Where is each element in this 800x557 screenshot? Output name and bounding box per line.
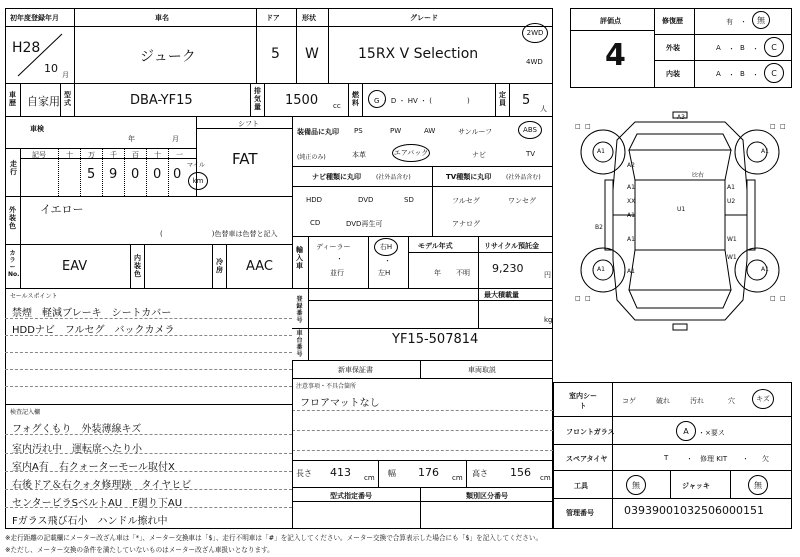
exterior-label: 外装色 bbox=[9, 206, 16, 230]
manual: 車両取説 bbox=[468, 366, 496, 374]
chassis-label: 車台番号 bbox=[296, 330, 303, 358]
equip-pw: PW bbox=[390, 127, 402, 135]
navi-dvd: DVD bbox=[358, 196, 374, 204]
shift-label: シフト bbox=[238, 120, 259, 128]
exterior-note: ( )色替車は色替と記入 bbox=[160, 230, 278, 238]
equip-abs-circle: ABS bbox=[518, 121, 542, 139]
inspector-line-5: センタービラSベルトAU F廻り下AU bbox=[12, 498, 183, 509]
mileage-digit-2: 0 bbox=[131, 167, 140, 182]
height-label: 高さ bbox=[472, 469, 488, 478]
equip-ps: PS bbox=[354, 127, 363, 135]
spare-kit: 修理 KIT bbox=[700, 455, 728, 463]
door-label: ドア bbox=[266, 14, 280, 22]
navi-note: (社外品含む) bbox=[376, 174, 411, 181]
equip-aw: AW bbox=[424, 127, 436, 135]
capacity-unit: 人 bbox=[540, 105, 547, 113]
dmg-mark-xx: XX bbox=[627, 198, 636, 205]
spare-label: スペアタイヤ bbox=[566, 455, 608, 463]
windshield-rest: ・×要ス bbox=[698, 429, 725, 437]
drive-4wd: 4WD bbox=[526, 58, 543, 66]
dmg-mark-a3: A3 bbox=[677, 114, 685, 121]
equip-navi: ナビ bbox=[472, 151, 486, 159]
tv-header: TV種類に丸印 bbox=[446, 173, 492, 181]
footer-line-2: ※ただし、メーター交換の条件を満たしていないものはメーター改ざん車扱いとなります。 bbox=[5, 546, 274, 554]
mileage-label: 走行 bbox=[10, 160, 17, 176]
ext-grade-b: B bbox=[740, 44, 745, 52]
recycle-value: 9,230 bbox=[492, 262, 524, 275]
dmg-mark-a1-r1: A1 bbox=[727, 184, 735, 191]
length-value: 413 bbox=[330, 466, 351, 479]
import-dealer: ディーラー bbox=[316, 243, 351, 251]
svg-text:□: □ bbox=[780, 123, 786, 130]
inspector-line-6: Fガラス飛び石小 ハンドル擦れ中 bbox=[12, 516, 168, 527]
dmg-mark-a1-fr: A1 bbox=[761, 148, 769, 155]
car-name-label: 車名 bbox=[155, 14, 169, 22]
navi-sd: SD bbox=[404, 196, 414, 204]
mileage-digit-3: 0 bbox=[153, 167, 162, 182]
steering-right-circle: 右H bbox=[374, 238, 398, 256]
svg-text:□: □ bbox=[780, 295, 786, 302]
length-unit: cm bbox=[364, 474, 375, 482]
mileage-unit-km-circle: km bbox=[188, 172, 208, 190]
model-year-unknown: 不明 bbox=[456, 269, 470, 277]
dmg-mark-a1-fl: A1 bbox=[597, 148, 605, 155]
mileage-header-2: 万 bbox=[88, 151, 95, 159]
tv-fullseg: フルセグ bbox=[452, 197, 480, 205]
width-unit: cm bbox=[452, 474, 463, 482]
inspector-line-4: 右後ドア＆右クォタ修理跡 タイヤヒビ bbox=[12, 480, 192, 491]
exterior-grade-label: 外装 bbox=[666, 44, 680, 52]
int-grade-a: A bbox=[716, 70, 721, 78]
inspection-month-unit: 月 bbox=[172, 135, 179, 143]
mileage-digit-0: 5 bbox=[87, 167, 96, 182]
spare-sep1: ・ bbox=[686, 455, 693, 463]
grade-label: グレード bbox=[410, 14, 438, 22]
navi-dvd-play: DVD再生可 bbox=[346, 220, 383, 228]
displacement-label: 排気量 bbox=[254, 87, 261, 111]
repair-no-circle: 無 bbox=[752, 11, 770, 29]
tv-oneseg: ワンセグ bbox=[508, 197, 536, 205]
aircon-label: 冷房 bbox=[216, 258, 223, 274]
dmg-mark-u2: U2 bbox=[727, 198, 736, 205]
mileage-header-3: 千 bbox=[110, 151, 117, 159]
inspector-label: 検査記入欄 bbox=[10, 409, 41, 416]
cc-unit: cc bbox=[333, 102, 341, 110]
sales-point-label: セールスポイント bbox=[10, 293, 58, 300]
equip-label: 装備品に丸印 bbox=[297, 128, 339, 136]
score-value: 4 bbox=[605, 38, 626, 73]
svg-text:□: □ bbox=[585, 123, 591, 130]
height-value: 156 bbox=[510, 466, 531, 479]
width-value: 176 bbox=[418, 466, 439, 479]
dmg-mark-a1-l2: A1 bbox=[627, 212, 635, 219]
dmg-mark-a2: A2 bbox=[627, 162, 635, 169]
inspector-line-3: 室内A有 右クォーターモール取付X bbox=[12, 462, 175, 473]
import-label: 輸入車 bbox=[296, 246, 303, 270]
model-value: DBA-YF15 bbox=[130, 93, 193, 108]
dmg-mark-a1-l3: A1 bbox=[627, 236, 635, 243]
windshield-a-circle: A bbox=[676, 421, 696, 441]
recycle-unit: 円 bbox=[544, 271, 551, 279]
tools-value-circle: 無 bbox=[626, 475, 646, 495]
equip-airbag-circle: エアバック bbox=[392, 144, 430, 162]
sales-line-1: 禁煙 軽減ブレーキ シートカバー bbox=[12, 308, 172, 319]
svg-text:□: □ bbox=[585, 295, 591, 302]
reg-label: 登録番号 bbox=[296, 296, 303, 324]
dmg-mark-w1-r: W1 bbox=[727, 236, 737, 243]
mgmt-value: 03939001032506000151 bbox=[624, 504, 764, 517]
color-no-label: カラーNo. bbox=[8, 250, 20, 278]
spare-t: T bbox=[664, 454, 669, 462]
inspector-line-1: フォグくもり 外装薄線キズ bbox=[12, 424, 142, 435]
interior-color-label: 内装色 bbox=[134, 254, 141, 278]
door-value: 5 bbox=[271, 46, 280, 62]
import-parallel: 並行 bbox=[330, 269, 344, 277]
inspection-label: 車検 bbox=[30, 125, 44, 133]
interior-grade-label: 内装 bbox=[666, 70, 680, 78]
model-label: 型式 bbox=[64, 91, 71, 107]
mileage-header-0: 記号 bbox=[32, 151, 46, 159]
fuel-label: 燃料 bbox=[352, 91, 359, 107]
seat-opt-hole: 穴 bbox=[728, 397, 735, 405]
score-label: 評価点 bbox=[600, 17, 621, 25]
month-unit: 月 bbox=[62, 71, 69, 79]
length-label: 長さ bbox=[296, 469, 312, 478]
windshield-label: フロントガラス bbox=[566, 428, 615, 436]
equip-leather: 本革 bbox=[352, 151, 366, 159]
mileage-digit-4: 0 bbox=[173, 167, 182, 182]
car-diagram bbox=[565, 110, 795, 332]
first-reg-month: 10 bbox=[44, 62, 58, 75]
repair-yes: 有 bbox=[726, 18, 733, 26]
drive-2wd-circle: 2WD bbox=[522, 23, 548, 43]
width-label: 幅 bbox=[388, 469, 396, 478]
dmg-mark-a1-rl: A1 bbox=[597, 266, 605, 273]
jack-label: ジャッキ bbox=[682, 482, 710, 490]
equip-sunroof: サンルーフ bbox=[458, 128, 493, 136]
repair-label: 修復歴 bbox=[662, 17, 683, 25]
category-label: 類別区分番号 bbox=[466, 492, 508, 500]
height-unit: cm bbox=[540, 474, 551, 482]
equip-tv: TV bbox=[526, 150, 536, 158]
history-value: 自家用 bbox=[27, 95, 60, 108]
mileage-digit-1: 9 bbox=[109, 167, 118, 182]
steering-left: 左H bbox=[378, 269, 391, 277]
shape-value: W bbox=[305, 46, 319, 62]
jack-value-circle: 無 bbox=[748, 475, 768, 495]
seat-opt-tear: 破れ bbox=[656, 397, 670, 405]
type-design-label: 型式指定番号 bbox=[330, 492, 372, 500]
seat-opt-dirt: 汚れ bbox=[690, 397, 704, 405]
tv-analog: アナログ bbox=[452, 220, 480, 228]
aircon-value: AAC bbox=[246, 259, 273, 274]
tv-note: (社外品含む) bbox=[506, 174, 541, 181]
dmg-mark-a1-rr: A1 bbox=[761, 266, 769, 273]
svg-text:□: □ bbox=[575, 295, 581, 302]
shift-value: FAT bbox=[232, 150, 258, 168]
mileage-header-4: 百 bbox=[132, 151, 139, 159]
grade-value: 15RX V Selection bbox=[358, 46, 479, 62]
model-year-label: モデル年式 bbox=[418, 242, 453, 250]
chassis-value: YF15-507814 bbox=[392, 332, 479, 347]
first-reg-year: H28 bbox=[12, 40, 41, 56]
kg-unit: kg bbox=[544, 316, 553, 324]
capacity-value: 5 bbox=[522, 93, 531, 108]
mileage-unit-mile: マイル bbox=[187, 162, 205, 169]
navi-hdd: HDD bbox=[306, 196, 323, 204]
history-label: 車歴 bbox=[9, 91, 16, 107]
int-grade-c-circle: C bbox=[764, 63, 784, 83]
spare-missing: 欠 bbox=[762, 455, 769, 463]
max-load-label: 最大積載量 bbox=[484, 291, 519, 299]
dmg-mark-a1-rear: A1 bbox=[627, 268, 635, 275]
mileage-header-1: 十 bbox=[66, 151, 73, 159]
inspector-line-2: 室内汚れ中 運転席へたり小 bbox=[12, 444, 142, 455]
footer-line-1: ※走行距離の記載欄にメーター改ざん車は「*」、メーター交換車は「$」、走行不明車は「#」を記入してください。メーター交換で合算表示した場合にも「$」を記入してください。 bbox=[5, 534, 543, 542]
first-reg-label: 初年度登録年月 bbox=[10, 14, 59, 22]
dmg-mark-glass-right: ﾋﾋ右 bbox=[692, 172, 705, 179]
exterior-color: イエロー bbox=[40, 203, 84, 216]
color-no-value: EAV bbox=[62, 259, 88, 274]
dmg-mark-u1: U1 bbox=[677, 206, 686, 213]
sales-line-2: HDDナビ フルセグ バックカメラ bbox=[12, 325, 175, 336]
ext-grade-c-circle: C bbox=[764, 37, 784, 57]
svg-text:□: □ bbox=[770, 123, 776, 130]
spare-sep2: ・ bbox=[742, 455, 749, 463]
capacity-label: 定員 bbox=[499, 91, 506, 107]
shape-label: 形状 bbox=[302, 14, 316, 22]
navi-header: ナビ種類に丸印 bbox=[312, 173, 361, 181]
notes-value: フロアマットなし bbox=[300, 398, 380, 409]
mileage-header-6: 一 bbox=[176, 151, 183, 159]
mileage-header-5: 十 bbox=[154, 151, 161, 159]
dmg-mark-w1-rr: W1 bbox=[727, 254, 737, 261]
new-warranty: 新車保証書 bbox=[338, 366, 373, 374]
displacement-value: 1500 bbox=[285, 93, 319, 108]
dmg-mark-a1-l1: A1 bbox=[627, 184, 635, 191]
inspection-year-unit: 年 bbox=[128, 135, 135, 143]
recycle-label: リサイクル預託金 bbox=[484, 242, 540, 250]
svg-text:□: □ bbox=[575, 123, 581, 130]
notes-label: 注意事項・不具合箇所 bbox=[296, 383, 357, 390]
navi-cd: CD bbox=[310, 219, 321, 227]
seat-label: 室内シート bbox=[569, 392, 597, 410]
seat-opt-burn: コゲ bbox=[622, 397, 636, 405]
dmg-mark-b2: B2 bbox=[595, 224, 603, 231]
seat-opt-scratch-circle: キズ bbox=[752, 389, 774, 409]
equip-note: (純正のみ) bbox=[297, 154, 326, 161]
int-grade-b: B bbox=[740, 70, 745, 78]
car-name: ジューク bbox=[140, 49, 196, 65]
mgmt-label: 管理番号 bbox=[566, 509, 594, 517]
tools-label: 工具 bbox=[574, 482, 588, 490]
fuel-options: G ・ D ・ HV ・ ( ) bbox=[374, 97, 470, 105]
model-year-year: 年 bbox=[434, 269, 441, 277]
svg-text:□: □ bbox=[770, 295, 776, 302]
ext-grade-a: A bbox=[716, 44, 721, 52]
